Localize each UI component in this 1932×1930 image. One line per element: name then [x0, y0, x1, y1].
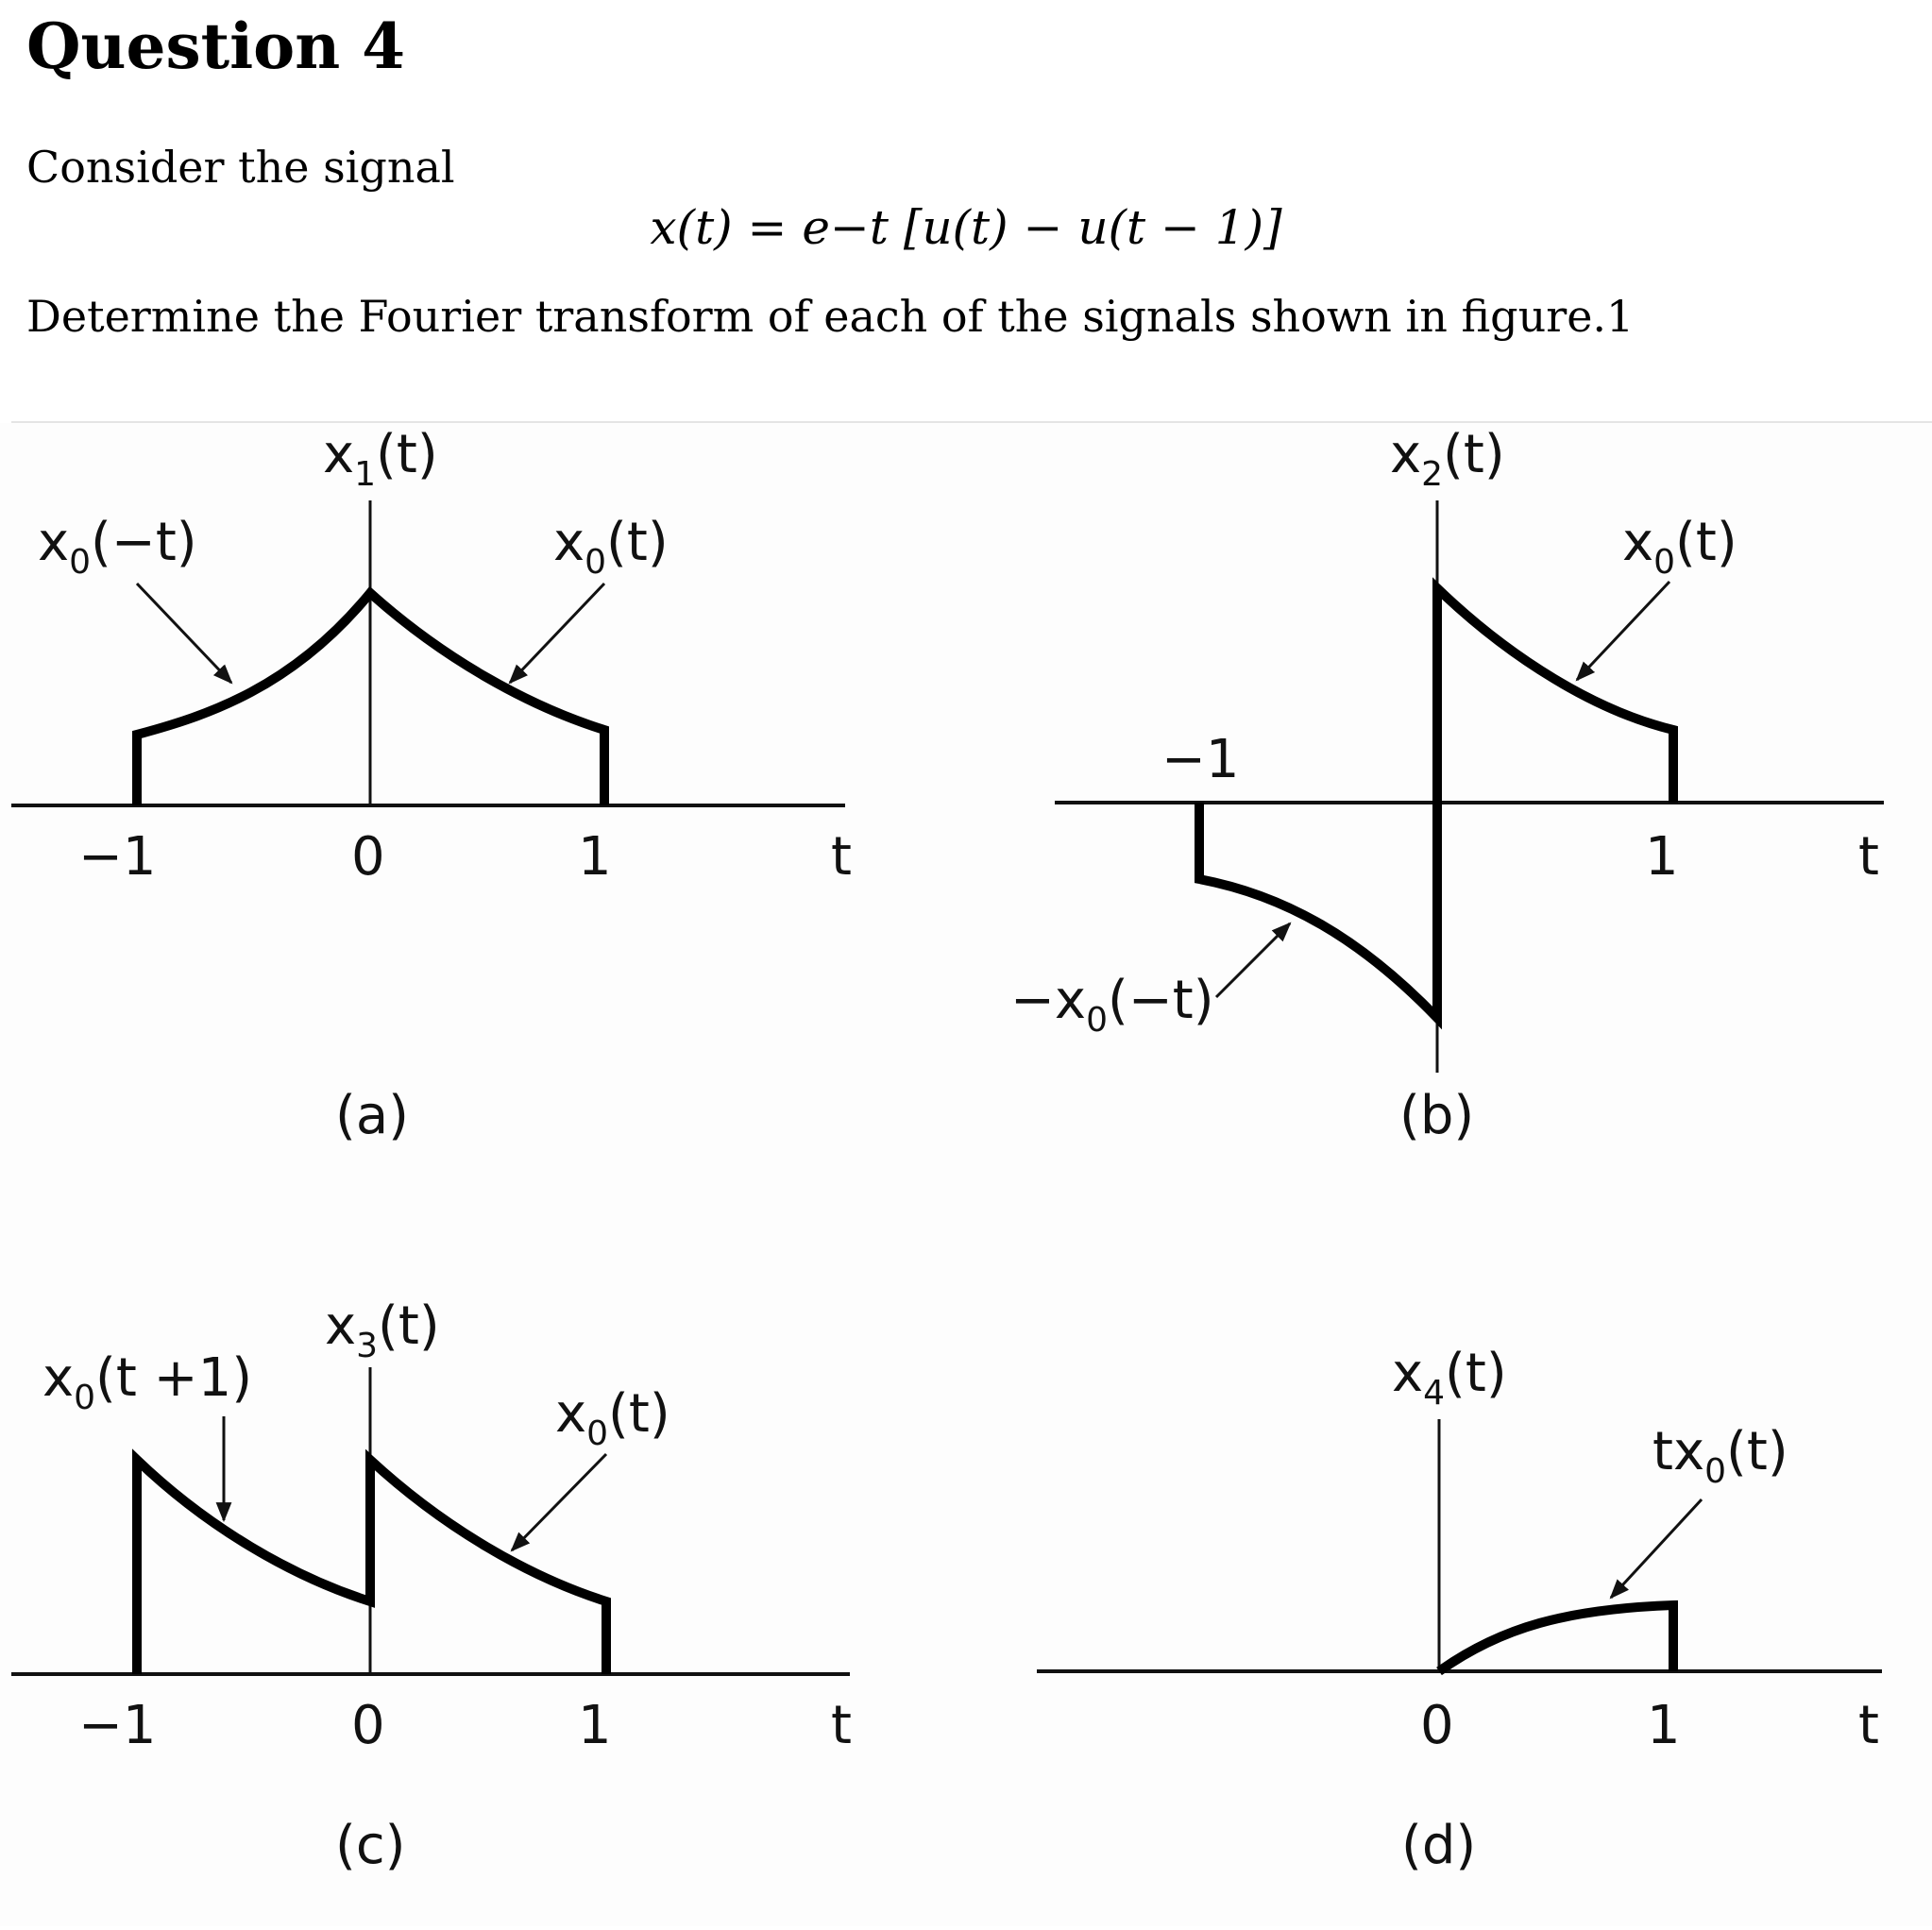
panel-d-title: $x_4(t)$ [1392, 1343, 1507, 1413]
panel-b-caption: (b) [1399, 1085, 1475, 1146]
panel-b [1010, 424, 1884, 1146]
panel-a-tick-zero: 0 [351, 826, 385, 888]
panel-b-tick-one: 1 [1645, 826, 1679, 888]
panel-a-axis-label: t [831, 826, 852, 888]
panel-d-label: $tx_0(t)$ [1652, 1421, 1788, 1491]
panel-a-tick-minus-one: −1 [78, 826, 157, 888]
panel-a-label-right: $x_0(t)$ [553, 512, 669, 582]
panel-c-arrow-right [512, 1454, 606, 1550]
panel-a-label-left: $x_0(-t)$ [38, 512, 197, 582]
panel-b-tick-minus-one: −1 [1161, 729, 1240, 790]
panel-c-caption: (c) [335, 1815, 406, 1876]
panel-b-arrow-bottom [1216, 923, 1290, 997]
panel-d-arrow [1611, 1499, 1702, 1598]
panel-c-tick-minus-one: −1 [78, 1695, 157, 1756]
panel-c-axis-label: t [831, 1695, 852, 1756]
panel-c-title: $x_3(t)$ [325, 1295, 440, 1365]
panel-a [11, 424, 852, 1146]
panel-c-tick-zero: 0 [351, 1695, 385, 1756]
panel-d-signal-curve [1439, 1605, 1673, 1671]
panel-d-axis-label: t [1858, 1695, 1879, 1756]
intro-text: Consider the signal [26, 142, 455, 193]
panel-d-tick-one: 1 [1647, 1695, 1681, 1756]
panel-a-caption: (a) [335, 1085, 410, 1146]
panel-a-title: $x_1(t)$ [323, 424, 438, 494]
question-title: Question 4 [26, 9, 406, 83]
panel-c-tick-one: 1 [578, 1695, 612, 1756]
panel-a-arrow-left [137, 584, 231, 683]
panel-d-caption: (d) [1401, 1815, 1477, 1876]
panel-b-label-top: $x_0(t)$ [1622, 512, 1737, 582]
figure-1 [0, 423, 1932, 1926]
panel-b-axis-label: t [1858, 826, 1879, 888]
panel-b-label-bottom: $-x_0(-t)$ [1010, 970, 1214, 1040]
panel-a-tick-one: 1 [578, 826, 612, 888]
panel-c-label-right: $x_0(t)$ [555, 1383, 670, 1453]
panel-b-title: $x_2(t)$ [1390, 424, 1505, 494]
panel-d-tick-zero: 0 [1420, 1695, 1454, 1756]
panel-c [11, 1295, 852, 1876]
panel-d [1037, 1343, 1882, 1876]
instruction-text: Determine the Fourier transform of each of the signals shown in figure.1 [26, 291, 1635, 342]
panel-b-arrow-top [1577, 582, 1669, 680]
panel-a-arrow-right [510, 584, 604, 683]
panel-c-label-left: $x_0(t +1)$ [42, 1347, 253, 1417]
signal-equation: x(t) = e−t [u(t) − u(t − 1)] [650, 200, 1282, 255]
